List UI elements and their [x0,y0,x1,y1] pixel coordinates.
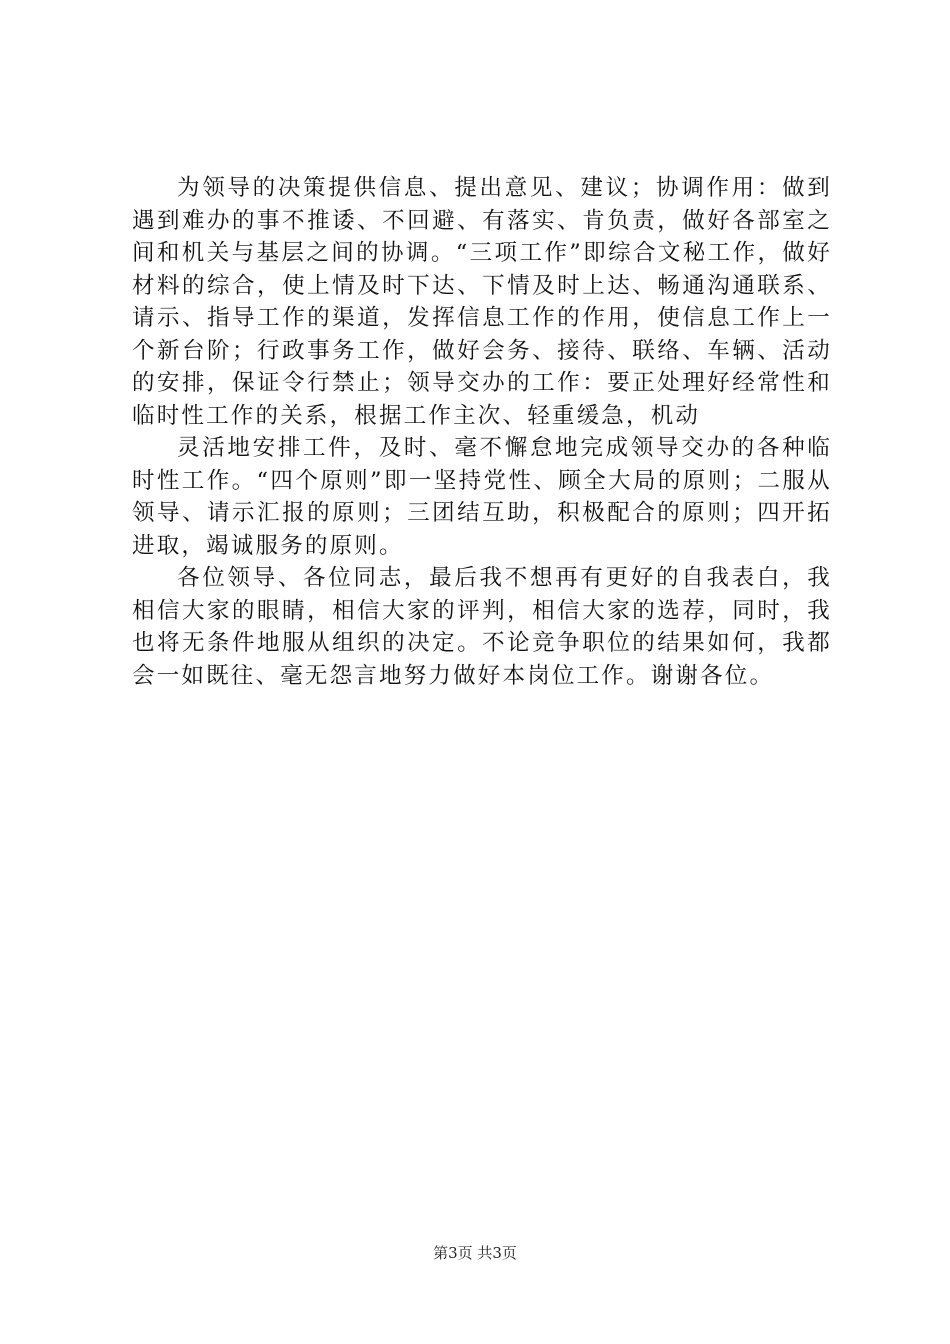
paragraph-2: 灵活地安排工件，及时、毫不懈怠地完成领导交办的各种临时性工作。“四个原则”即一坚持党性、顾全大局的原则；二服从领导、请示汇报的原则；三团结互助，积极配合的原则；四开拓进取，竭诚服务的原则。 [132,435,832,559]
paragraph-1: 为领导的决策提供信息、提出意见、建议；协调作用：做到遇到难办的事不推诿、不回避、有落实、肯负责，做好各部室之间和机关与基层之间的协调。“三项工作”即综合文秘工作，做好材料的综合，使上情及时下达、下情及时上达、畅通沟通联系、请示、指导工作的渠道，发挥信息工作的作用，使信息工作上一个新台阶；行政事务工作，做好会务、接待、联络、车辆、活动的安排，保证令行禁止；领导交办的工作：要正处理好经常性和临时性工作的关系，根据工作主次、轻重缓急，机动 [132,175,832,429]
document-body [132,172,832,692]
paragraph-3: 各位领导、各位同志，最后我不想再有更好的自我表白，我相信大家的眼睛，相信大家的评判，相信大家的选荐，同时，我也将无条件地服从组织的决定。不论竞争职位的结果如何，我都会一如既往、毫无怨言地努力做好本岗位工作。谢谢各位。 [132,565,832,689]
page-number-footer: 第3页 共3页 [433,1244,517,1262]
